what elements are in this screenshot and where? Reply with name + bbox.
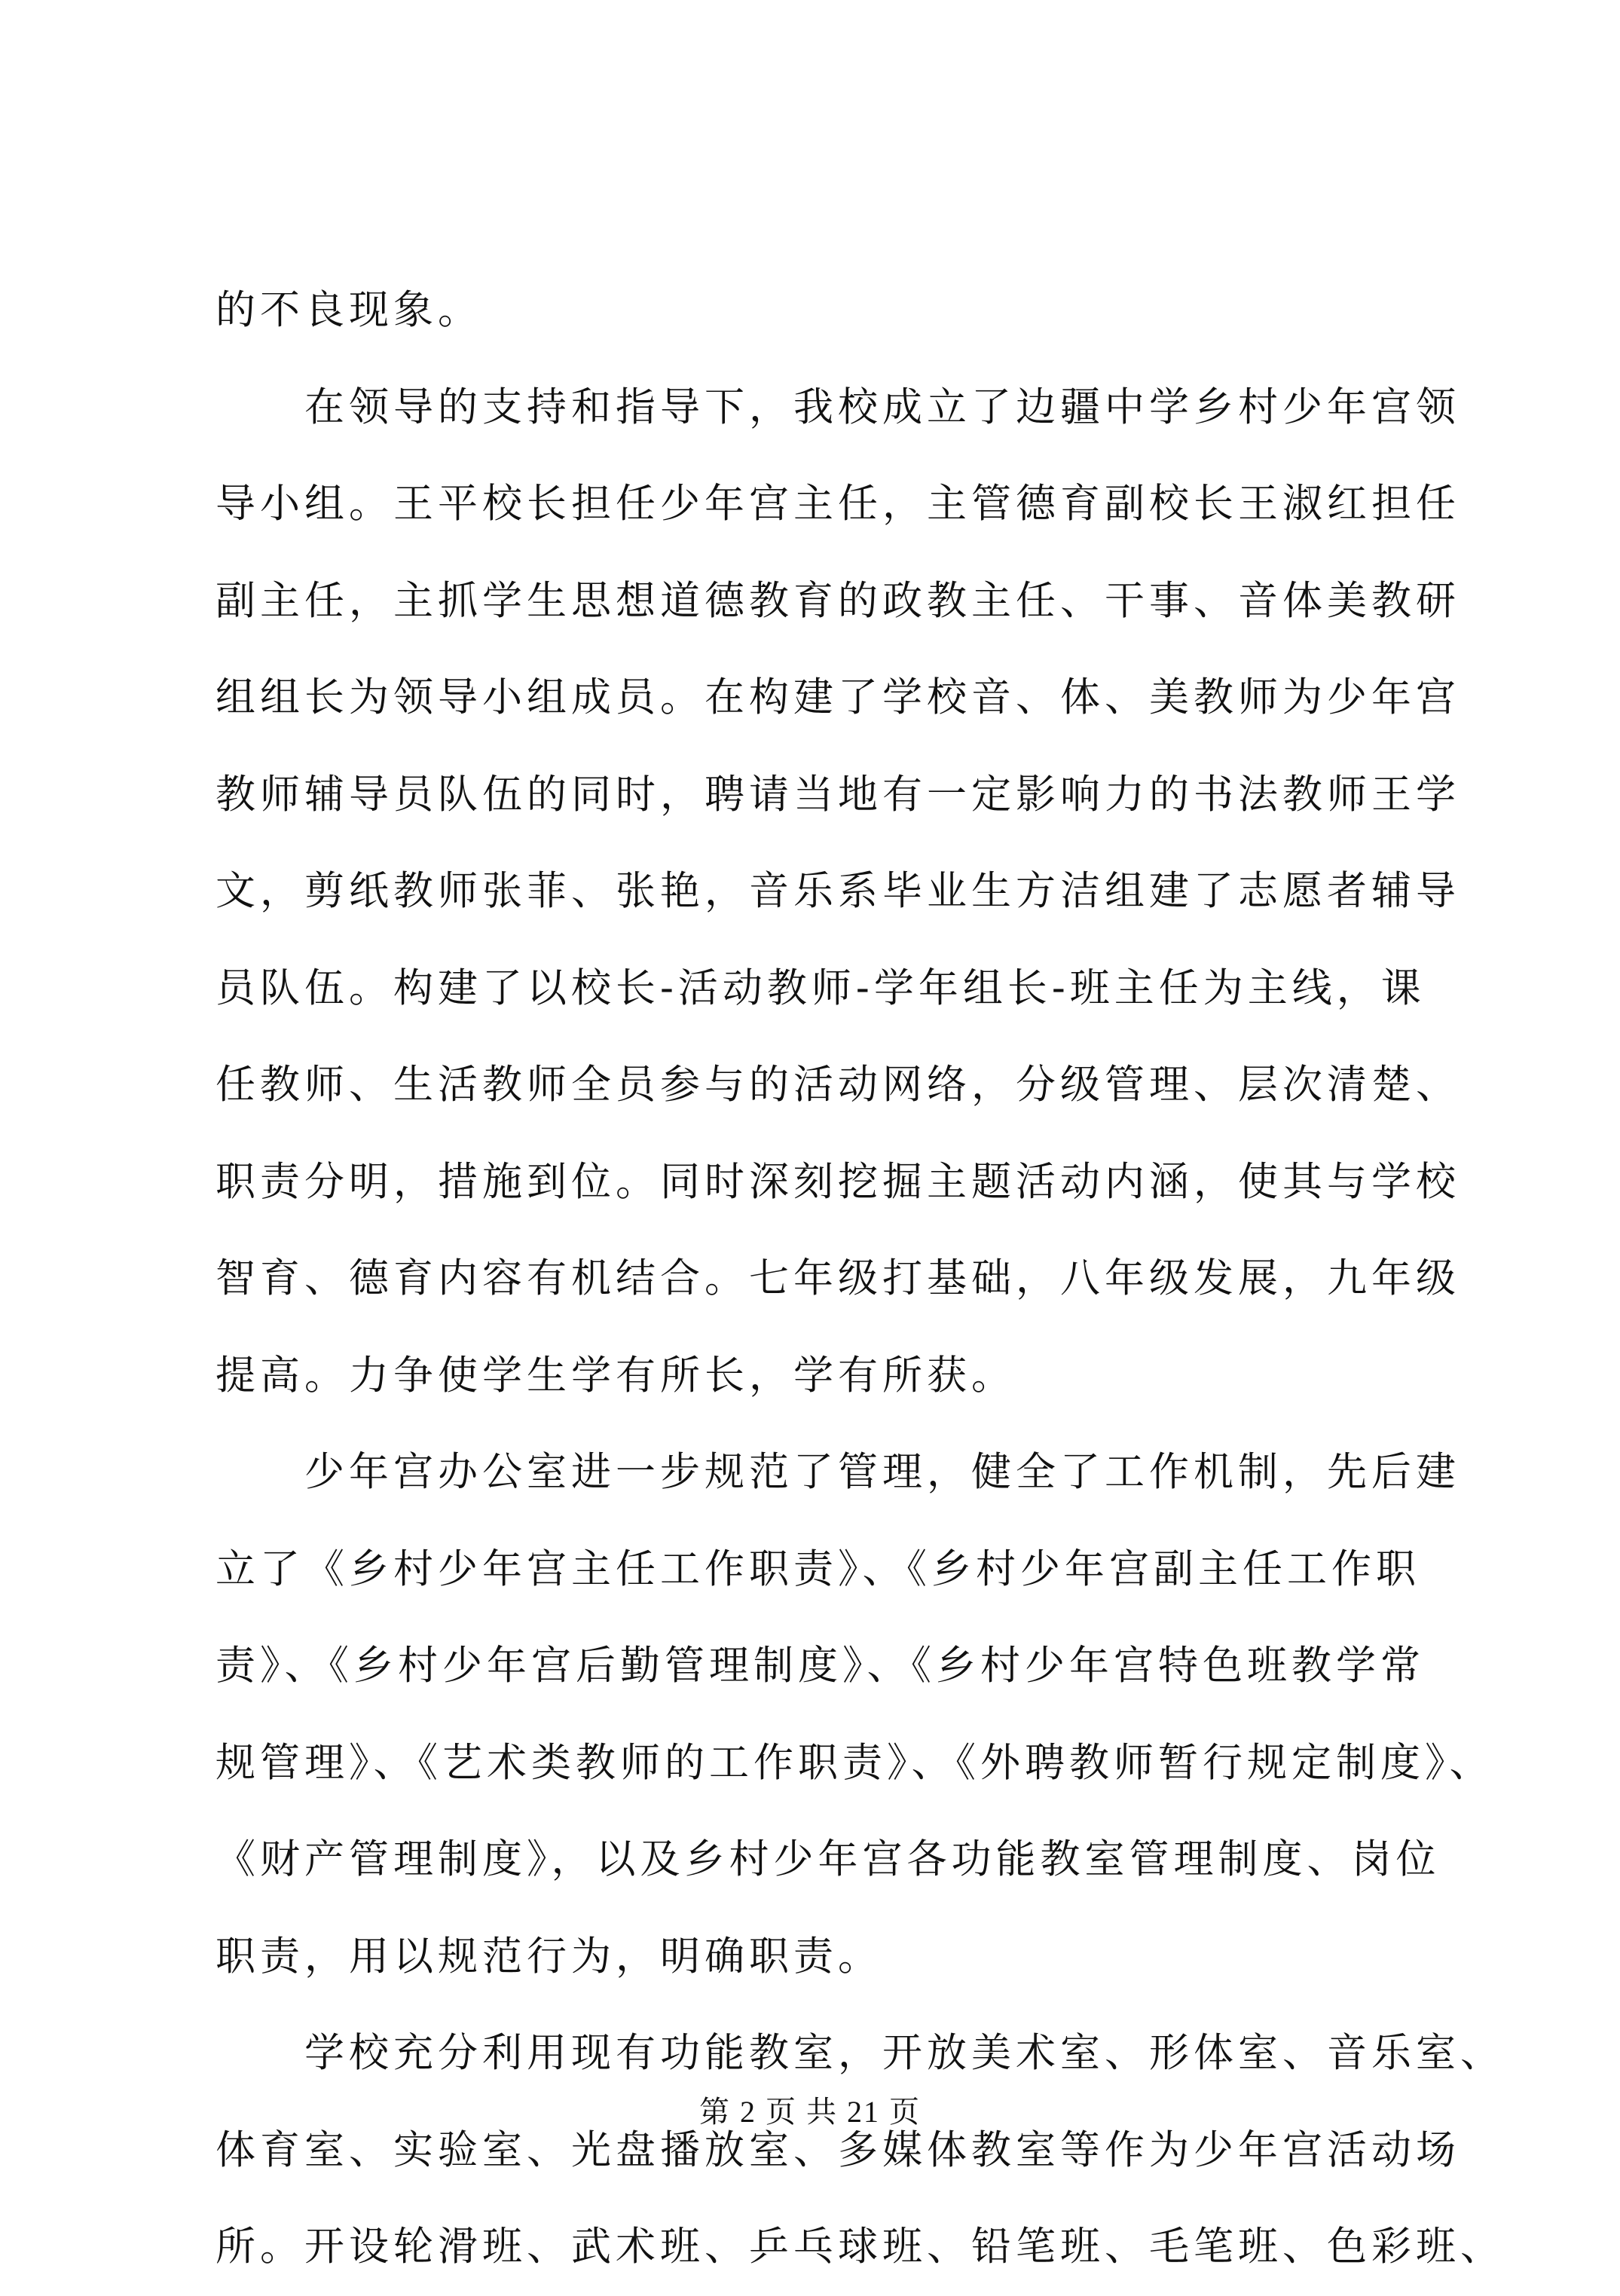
- text-line: 所。开设轮滑班、武术班、乒乓球班、铅笔班、毛笔班、色彩班、: [215, 2224, 1505, 2270]
- text-line: 职责，用以规范行为，明确职责。: [215, 1933, 882, 1980]
- text-line: 学校充分利用现有功能教室，开放美术室、形体室、音乐室、: [215, 2030, 1505, 2076]
- text-line: 导小组。王平校长担任少年宫主任，主管德育副校长王淑红担任: [215, 481, 1460, 527]
- text-line: 员队伍。构建了以校长-活动教师-学年组长-班主任为主线，课: [215, 965, 1426, 1011]
- text-line: 职责分明，措施到位。同时深刻挖掘主题活动内涵，使其与学校: [215, 1158, 1460, 1205]
- text-line: 在领导的支持和指导下，我校成立了边疆中学乡村少年宫领: [215, 384, 1460, 430]
- text-line: 《财产管理制度》，以及乡村少年宫各功能教室管理制度、岗位: [215, 1836, 1441, 1882]
- text-line: 文，剪纸教师张菲、张艳，音乐系毕业生方洁组建了志愿者辅导: [215, 868, 1460, 914]
- text-line: 提高。力争使学生学有所长，学有所获。: [215, 1352, 1016, 1399]
- text-line: 立了《乡村少年宫主任工作职责》、《乡村少年宫副主任工作职: [215, 1545, 1420, 1592]
- text-line: 责》、《乡村少年宫后勤管理制度》、《乡村少年宫特色班教学常: [215, 1643, 1425, 1689]
- text-line: 教师辅导员队伍的同时，聘请当地有一定影响力的书法教师王学: [215, 771, 1460, 818]
- text-line: 组组长为领导小组成员。在构建了学校音、体、美教师为少年宫: [215, 674, 1460, 720]
- text-line: 体育室、实验室、光盘播放室、多媒体教室等作为少年宫活动场: [215, 2126, 1460, 2173]
- text-line: 规管理》、《艺术类教师的工作职责》、《外聘教师暂行规定制度》、: [215, 1739, 1494, 1786]
- text-line: 的不良现象。: [215, 287, 482, 333]
- text-line: 副主任，主抓学生思想道德教育的政教主任、干事、音体美教研: [215, 577, 1460, 624]
- document-body: [215, 262, 1505, 2296]
- text-line: 任教师、生活教师全员参与的活动网络，分级管理、层次清楚、: [215, 1062, 1460, 1108]
- text-line: 智育、德育内容有机结合。七年级打基础，八年级发展，九年级: [215, 1255, 1460, 1301]
- text-line: 少年宫办公室进一步规范了管理，健全了工作机制，先后建: [215, 1449, 1460, 1495]
- page-footer: 第 2 页 共 21 页: [699, 2095, 921, 2129]
